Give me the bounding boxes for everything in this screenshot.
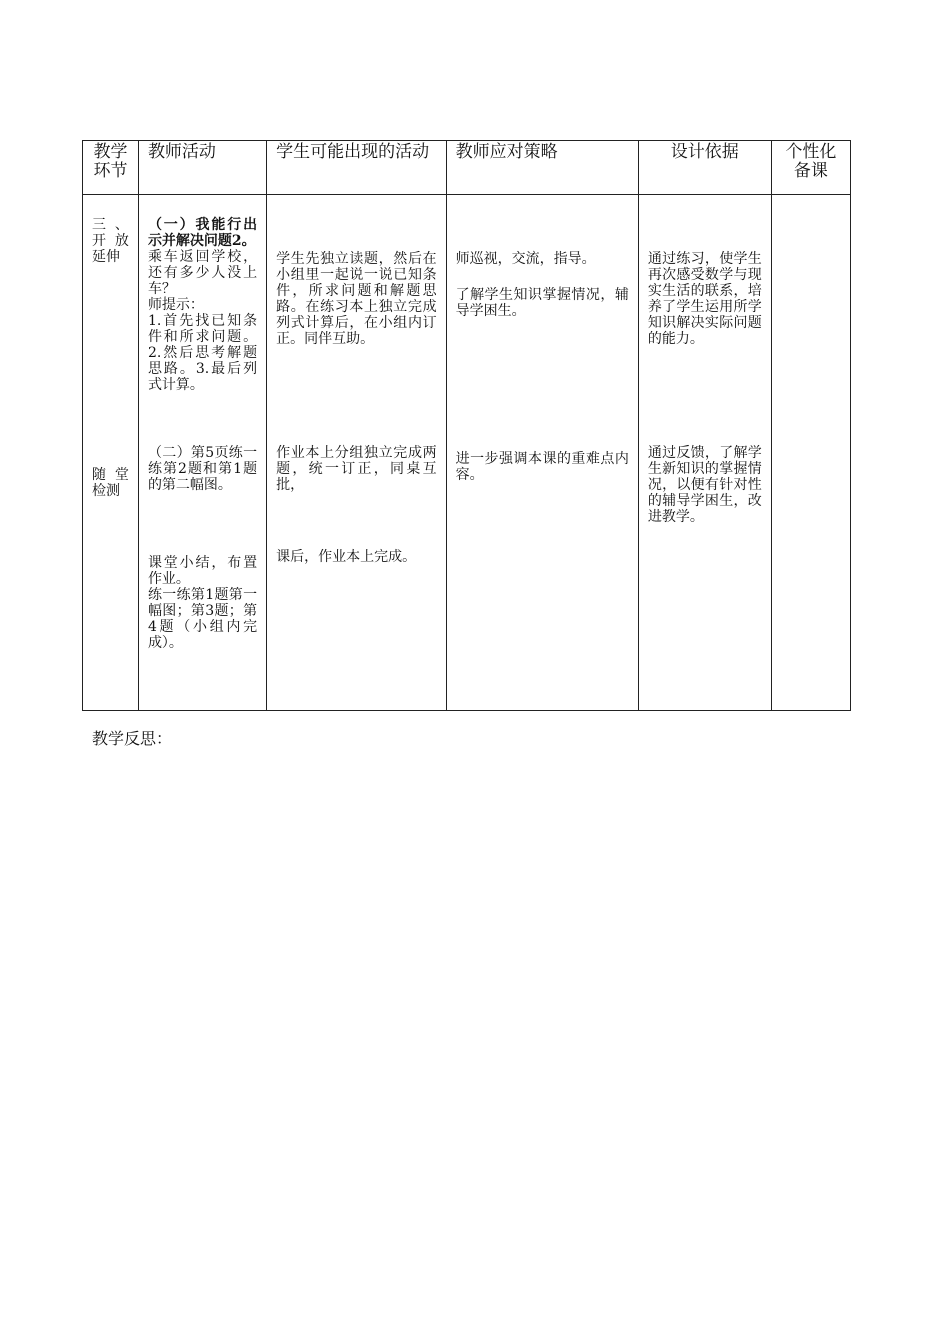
- table-header-row: [83, 141, 851, 195]
- teacher-task-1-body: 乘车返回学校，还有多少人没上车？: [147, 249, 258, 297]
- rationale-cell: [638, 195, 771, 711]
- teacher-summary: 课堂小结，布置作业。: [147, 555, 258, 587]
- student-activity-3: 课后，作业本上完成。: [276, 549, 417, 565]
- strategy-cell: [446, 195, 638, 711]
- stage-in-class-check: 随堂检测: [92, 467, 129, 499]
- header-stage: 教学环节: [83, 141, 139, 195]
- teacher-task-2: （二）第5页练一练第2题和第1题的第二幅图。: [147, 445, 258, 493]
- strategy-2: 进一步强调本课的重难点内容。: [455, 451, 629, 483]
- header-student-activity: 学生可能出现的活动: [267, 141, 446, 195]
- header-teacher-activity: 教师活动: [138, 141, 266, 195]
- teacher-task-1-title: （一）我能行出示并解决问题2。: [147, 217, 258, 249]
- teacher-homework: 练一练第1题第一幅图；第3题；第4题（小组内完成）。: [147, 587, 258, 651]
- stage-cell: [83, 195, 139, 711]
- rationale-1: 通过练习，使学生再次感受数学与现实生活的联系，培养了学生运用所学知识解决实际问题的能力。: [647, 251, 762, 347]
- header-strategy: 教师应对策略: [446, 141, 638, 195]
- personal-notes-cell: [771, 195, 850, 711]
- strategy-1b: 了解学生知识掌握情况，辅导学困生。: [455, 287, 629, 319]
- header-personal: 个性化备课: [771, 141, 850, 195]
- teacher-activity-cell: [138, 195, 266, 711]
- student-activity-2: 作业本上分组独立完成两题，统一订正，同桌互批，: [276, 445, 437, 493]
- stage-open-extend: 三、开放延伸: [92, 217, 129, 265]
- header-rationale: 设计依据: [638, 141, 771, 195]
- lesson-plan-table: [82, 140, 851, 711]
- student-activity-cell: [267, 195, 446, 711]
- strategy-1a: 师巡视，交流，指导。: [455, 251, 596, 267]
- student-activity-1: 学生先独立读题，然后在小组里一起说一说已知条件，所求问题和解题思路。在练习本上独立完成列式计算后，在小组内订正。同伴互助。: [276, 251, 437, 347]
- teacher-hint-steps: 1.首先找已知条件和所求问题。2.然后思考解题思路。3.最后列式计算。: [147, 313, 258, 393]
- teaching-reflection-label: 教学反思：: [92, 729, 173, 748]
- teacher-hint-label: 师提示：: [147, 297, 204, 313]
- rationale-2: 通过反馈，了解学生新知识的掌握情况，以便有针对性的辅导学困生，改进教学。: [647, 445, 762, 525]
- table-body-row: [83, 195, 851, 711]
